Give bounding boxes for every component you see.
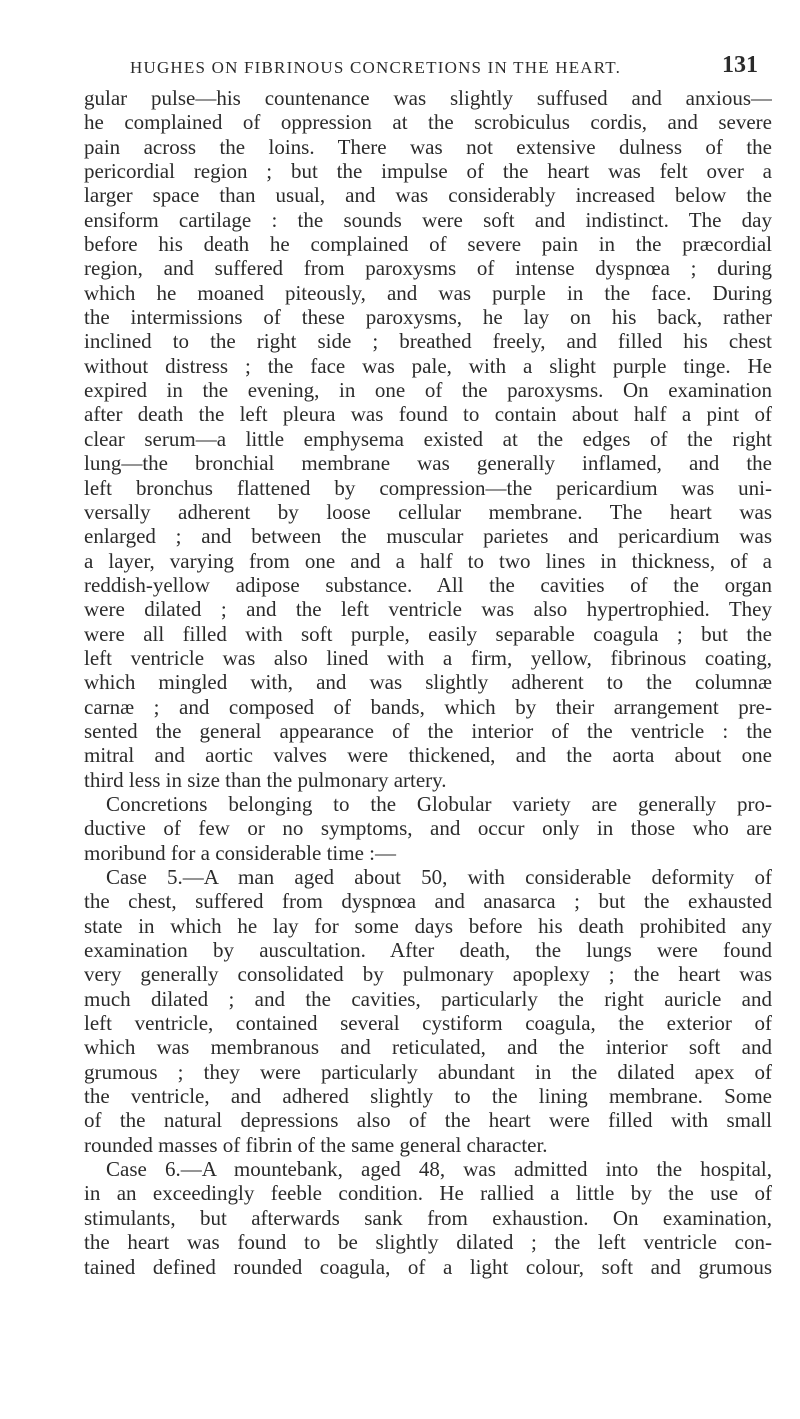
text-line: of the natural depressions also of the heart were filled with small — [84, 1108, 772, 1133]
text-line: which mingled with, and was slightly adherent to the columnæ — [84, 670, 772, 695]
text-line: ensiform cartilage : the sounds were soft and indistinct. The day — [84, 207, 772, 232]
text-line: versally adherent by loose cellular membrane. The heart was — [84, 499, 772, 524]
text-line: in an exceedingly feeble condition. He rallied a little by the use of — [84, 1181, 772, 1206]
text-line: before his death he complained of severe pain in the præcordial — [84, 232, 772, 257]
text-line: reddish-yellow adipose substance. All the cavities of the organ — [84, 572, 772, 597]
text-line: expired in the evening, in one of the paroxysms. On examination — [84, 378, 772, 403]
text-line: the chest, suffered from dyspnœa and anasarca ; but the exhausted — [84, 889, 772, 914]
text-line: much dilated ; and the cavities, particularly the right auricle and — [84, 986, 772, 1011]
text-line: tained defined rounded coagula, of a light colour, soft and grumous — [84, 1254, 772, 1279]
text-line: larger space than usual, and was considerably increased below the — [84, 183, 772, 208]
text-line: inclined to the right side ; breathed freely, and filled his chest — [84, 329, 772, 354]
text-line: region, and suffered from paroxysms of intense dyspnœa ; during — [84, 256, 772, 281]
text-line: after death the left pleura was found to contain about half a pint of — [84, 402, 772, 427]
text-line: a layer, varying from one and a half to two lines in thickness, of a — [84, 548, 772, 573]
text-line: gular pulse—his countenance was slightly suffused and anxious— — [84, 86, 772, 110]
text-line: state in which he lay for some days before his death prohibited any — [84, 913, 772, 938]
case-heading-line: Case 5.—A man aged about 50, with considerable deformity of — [106, 865, 772, 889]
text-line: carnæ ; and composed of bands, which by their arrangement pre- — [84, 694, 772, 719]
text-line: very generally consolidated by pulmonary apoplexy ; the heart was — [84, 962, 772, 987]
running-head: HUGHES ON FIBRINOUS CONCRETIONS IN THE HEART. — [130, 58, 622, 77]
text-line: the intermissions of these paroxysms, he lay on his back, rather — [84, 305, 772, 330]
text-line: grumous ; they were particularly abundant in the dilated apex of — [84, 1059, 772, 1084]
text-line: lung—the bronchial membrane was generally inflamed, and the — [84, 451, 772, 476]
text-line: which was membranous and reticulated, and the interior soft and — [84, 1035, 772, 1060]
text-line: he complained of oppression at the scrobiculus cordis, and severe — [84, 110, 772, 135]
text-line: enlarged ; and between the muscular parietes and pericardium was — [84, 524, 772, 549]
text-line: which he moaned piteously, and was purple in the face. During — [84, 280, 772, 305]
text-line: examination by auscultation. After death, the lungs were found — [84, 938, 772, 963]
text-line: moribund for a considerable time :— — [84, 840, 396, 865]
text-line: the heart was found to be slightly dilated ; the left ventricle con- — [84, 1230, 772, 1255]
text-line: clear serum—a little emphysema existed at the edges of the right — [84, 426, 772, 451]
text-line: the ventricle, and adhered slightly to the lining membrane. Some — [84, 1084, 772, 1109]
text-line: left ventricle, contained several cystiform coagula, the exterior of — [84, 1011, 772, 1036]
text-line: third less in size than the pulmonary artery. — [84, 767, 447, 792]
text-line: without distress ; the face was pale, with a slight purple tinge. He — [84, 353, 772, 378]
text-line: ductive of few or no symptoms, and occur only in those who are — [84, 816, 772, 841]
text-line: rounded masses of fibrin of the same general character. — [84, 1132, 548, 1157]
text-line: pericordial region ; but the impulse of the heart was felt over a — [84, 159, 772, 184]
page-number: 131 — [722, 52, 758, 78]
text-line: stimulants, but afterwards sank from exhaustion. On examination, — [84, 1205, 772, 1230]
text-line: left ventricle was also lined with a firm, yellow, fibrinous coating, — [84, 645, 772, 670]
case-heading-line: Case 6.—A mountebank, aged 48, was admitted into the hospital, — [106, 1157, 772, 1182]
text-line: left bronchus flattened by compression—the pericardium was uni- — [84, 475, 772, 500]
text-line: pain across the loins. There was not extensive dulness of the — [84, 134, 772, 159]
text-line: were dilated ; and the left ventricle was also hypertrophied. They — [84, 597, 772, 622]
body-text — [84, 86, 772, 1279]
text-line: mitral and aortic valves were thickened, and the aorta about one — [84, 743, 772, 768]
text-line: were all filled with soft purple, easily separable coagula ; but the — [84, 621, 772, 646]
paragraph-start-line: Concretions belonging to the Globular variety are generally pro- — [106, 791, 772, 816]
text-line: sented the general appearance of the interior of the ventricle : the — [84, 718, 772, 743]
